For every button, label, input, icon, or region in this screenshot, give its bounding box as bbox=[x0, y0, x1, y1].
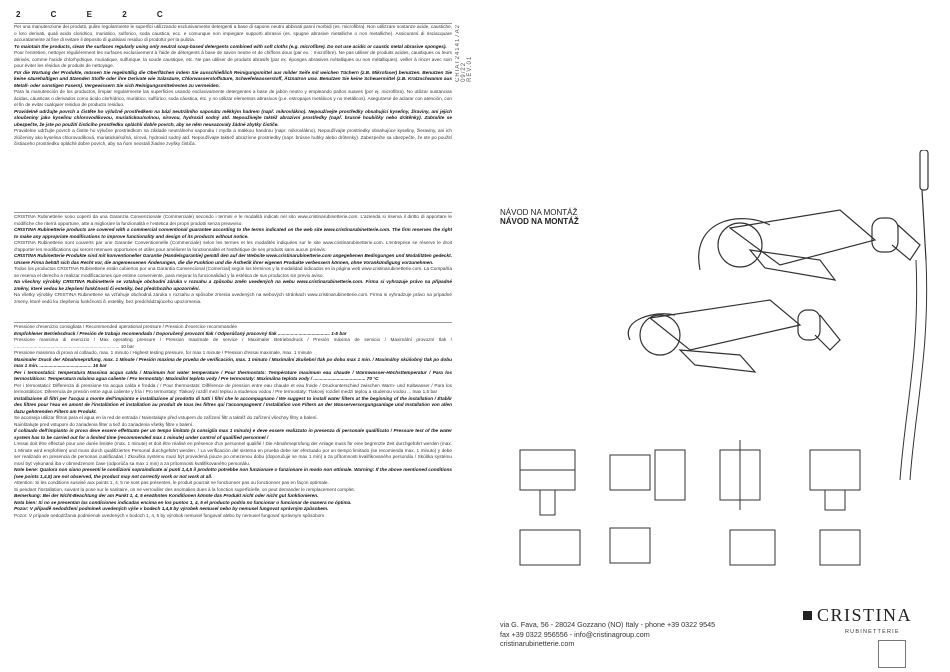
instructions-column bbox=[14, 10, 452, 602]
doc-revision: REV.01 bbox=[467, 55, 473, 82]
brand-subtitle: RUBINETTERIE bbox=[845, 629, 900, 635]
paragraph: Per i termostatici: Differenza di pressione tra acqua calda e fredda / / Pour thermostats: Différence de pression entre eau chaude et eau froide / Druckunterschied zwischen Warm- und Kaltwasser / Para los termostáticos: Diferencia de presión entre agua caliente y fría / Pro termostaty: Tlakový rozdíl mezi teplou a studenou vodou / Pre termostaty: Tlakový rozdiel medzi teplou a studenou vodou ... max 1,5 bar bbox=[14, 382, 452, 394]
divider bbox=[14, 212, 452, 213]
paragraph: Empfohlener Betriebsdruck / Presión de trabajo recomendada / Doporučený provozní tlak / Odporúčaný pracovný tlak ........................................ 1-5 bar bbox=[14, 330, 347, 336]
paragraph: L'essai doit être effectué pour une durée limitée (max. 1 minute) et doit être réalisé en présence d'un personnel qualifié / Die Abnahmeprüfung der Anlage muss für eine begrenzte Zeit durchgeführt werden (max. 1 Minute wird empfohlen) und muss durch qualifiziertes Personal durchgeführt werden. / La verificación del sistema en prueba debe ser efectuado por un tiempo limitado (se recomienda max. 1 minuto) y debe ser realizado en presencia de personas cualificadas / Zkouška systému musí být provedená pouze po omezenou dobu (doporučuje se max 1 min) a za přítomnosti kvalifikovaného personálu / Skúška systému musí byť vykonaná iba v obmedzenom čase (odporúča sa max 1 min) a za prítomnosti kvalifikovaného personálu. bbox=[14, 441, 452, 466]
technical-view-1 bbox=[520, 450, 575, 515]
paragraph: CRISTINA Rubinetterie Produkte sind mit konventioneller Garantie (Handelsgarantie) gemäß den auf der Website www.cristinarubinetterie.com angegebenen Bedingungen und Modalitäten gedeckt. Unsere Firma behält sich das Recht vor, die angemessenen Änderungen, die die Funktion und die Ästhetik ihrer eigenen Produkte verbessern können, ohne Vorankündigung vorzunehmen. bbox=[14, 253, 452, 265]
doc-code: CRIAT241417A2 bbox=[455, 24, 461, 82]
doc-date: 09/22 bbox=[461, 61, 467, 82]
technical-data-section bbox=[14, 324, 452, 602]
paragraph: Pozor: V případě nedodržení podmínek uvedených výše v bodech 1,4,5 by výrobek nemusel nebo by nemusel fungovat správným způsobem. bbox=[14, 506, 329, 511]
document-code bbox=[455, 14, 473, 82]
paragraph: Note bene: Qualora non siano presenti le condizioni sopraindicate ai punti 1,4,5 il prodotto potrebbe non funzionare o funzionare in modo non ottimale. Warning: If the above mentioned conditions (see points 1,4,5) are not observed, the product may not correctly work or not work at all. bbox=[14, 467, 452, 479]
paragraph: Todos los productos CRISTINA Rubinetterie están cubiertos por una Garantía Convencional (Comercial) según los términos y la modalidad indicados en la página web www.cristinarubinetterie.com. La Compañía se reserva el derecho a realizar modificaciones que estime conveniente, para mejorar la funcionalidad y la estética de sus productos sin previo aviso. bbox=[14, 266, 452, 278]
paragraph: To maintain the products, clean the surfaces regularly using only neutral soap-based detergents combined with soft cloths (e.g. microfibre). Do not use acidic or caustic metal abrasive sponges). bbox=[14, 43, 447, 49]
product-drawings bbox=[480, 150, 940, 600]
technical-view-4 bbox=[810, 450, 860, 510]
paragraph: CRISTINA Rubinetterie sont couverts par une Garantie Conventionnelle (Commerciale) selon les termes et les modalités indiquées sur le site www.cristinarubinetterie.com. L'entreprise se réserve le droit d'apporter les modifications qui seront retenues opportunes et utiles pour améliorer la fonctionnalité et l'esthétique de ses produits sans aucun préavis. bbox=[14, 240, 452, 252]
company-website: cristinarubinetterie.com bbox=[500, 639, 575, 649]
company-contacts bbox=[500, 620, 715, 649]
hand-shower-drawing bbox=[900, 150, 928, 480]
paragraph: Si pendant l'installation, suivant la pose sur le sanitaire, on ne verrouiller des anomalies dues à la fonction superficielle, on peut demander le remplacement complet. bbox=[14, 486, 355, 492]
paragraph: Pressione massima di prova al collaudo, max. 1 minuto / Highest testing pressure, for max 1 minute / Pression d'essai maximale, max. 1 minute bbox=[14, 350, 312, 355]
paragraph: Nota bien: Si no se presentan las condiciones indicadas encima en los puntos 1, 4, 5 el producto podría no funcionar o funcionar de manera no óptima. bbox=[14, 499, 352, 505]
paragraph: Pressione d'esercizio consigliata / Recommended operational pressure / Pression d'exercice recommandée bbox=[14, 324, 237, 329]
paragraph: Se aconseja utilizar filtros para el agua en la red de entrada / Nainstalujte před vstupem do zařízení filtr a taktéž do zařízení všechny filtry a balení. bbox=[14, 415, 318, 420]
brand-name: CRISTINA bbox=[817, 605, 913, 625]
paragraph: Pravidelně udržujte povrch a čistěte ho výlučně prostředkem na bázi neutrálního saponátu měkkým hadrem (např. mikrovlákno). Nepoužívejte prostředky obsahující kyseliny, žíraviny, ani jejich sloučeniny jako kyselinu chlorovodíkovou, muriatickou/solnou, sírovou, hydroxid sodný atd. Nepoužívejte taktéž abrazivní prostředky (např. brusné houbičky nebo drátěnky). Zabraňte se ubezpečte, že jste po použití čisticího prostředku opláchli dobře povrch, aby se něm neusazovaly žádné zbytky čističe. bbox=[14, 108, 452, 127]
paragraph: Para la manutención de los productos, limpiar regularmente las superficies usando exclusivamente detergentes a base de jabón neutro y empleando paños suaves (por ej. microfibra). No utilizar sustancias ácidas, cáusticas o derivados como ácido clorhídrico, muriático, sulfúrico, soda cáustica, etc. y no utilizar elementos abrasivos (p.e. estropajos metálicos y no metálicos). Asegurarse de aclarar con atención, con el fin de evitar cualquier residuo de producto residuo. bbox=[14, 89, 452, 107]
paragraph: Attention: Si les conditions susvisé aux points 1, 4, 5 ne sont pas présentes, le produit pourrait ne fonctionner pas ou fonctionner pas en façon optimale. bbox=[14, 480, 329, 485]
logo-square bbox=[803, 611, 812, 620]
certification-codes: 2 C E 2 C bbox=[16, 10, 177, 19]
paragraph: Nainštalujte pred vstupom do zariadenia filter a tiež do zariadenia všetky filtre v balení. bbox=[14, 421, 194, 427]
paragraph: Installazione di filtri per l'acqua a monte dell'impianto e installazione al prodotto di tutti i filtri che lo accompagnano / We suggest to install water filters at the beginning of the installation / Établir des filtres pour l'eau en amont de l'installation et installation au produit de tous les filtres qui l'accompagnent / Installation von Filtern an der Wasserversorgungsanlage und Installation von allen dazu gehörenden Filtern am Produkt. bbox=[14, 395, 452, 414]
paragraph: CRISTINA Rubinetterie products are covered with a commercial conventional guarantee according to the terms indicated on the web site www.cristinarubinetterie.com. The firm reserves the right to make any appropriate modifications to improve functionality and design of its products without notice. bbox=[14, 227, 452, 239]
paragraph: Maximaler Druck der Abnahmeprüfung, max. 1 Minute / Presión maxima de prueba de verificación, max. 1 minuto / Maximální zkušební tlak po dobu max 1 min. / Maximálny skúšobný tlak po dobu max 1 min. ........................................ 16 bar bbox=[14, 356, 452, 368]
mixer-drawing-1 bbox=[699, 210, 920, 280]
title-line-1: NÁVOD NA MONTÁŽ bbox=[500, 208, 578, 217]
paragraph: CRISTINA Rubinetterie sono coperti da una Garanzia Convenzionale (Commerciale) secondo i termini e le modalità indicati nel sito www.cristinarubinetterie.com. L'azienda si riserva il diritto di apportare le modifiche che riterrà opportune, atte a migliorare la funzionalità e l'estetica dei propri prodotti senza preavviso. bbox=[14, 214, 452, 226]
company-address: via G. Fava, 56 - 28024 Gozzano (NO) Italy - phone +39 0322 9545 bbox=[500, 620, 716, 629]
technical-view-2 bbox=[610, 450, 685, 500]
paragraph: Für die Wartung der Produkte, müssen Sie regelmäßig die Oberflächen indem Sie ausschließlich Reinigungsmittel aus milder Seife mit weichen Tüchern (z.B. Mikrofaser) benutzen. Benutzen Sie keine säurehaltigen und ätzenden Stoffe oder ihre Derivate wie Salzsäure, Chlorwasserstoffsäure, Schwefelwasserstoff, Ätznatron usw. Benutzen Sie keine Scheuermittel (z.B. Kratzschwamm aus Metall- oder sonstigen Fasern). Vergewissern Sie sich Reinigungsmittelresten zu vermeiden. bbox=[14, 69, 452, 88]
paragraph: Bemerkung: Bei der Nicht-Beachtung der am Punkt 1, 4, 5 erwähnten Konditionen könnte das Produkt nicht oder nicht gut funktionieren. bbox=[14, 493, 319, 498]
divider bbox=[14, 322, 452, 323]
title-line-2: NÁVOD NA MONTÁŽ bbox=[500, 217, 579, 226]
paragraph: Per i termostatici: temperatura Massima acqua calda / Maximum hot water temperature / Pour thermostats: Température maximum eau chaude / Warmwasser-Höchsttemperatur / Para los termostáticos: Temperatura máxima agua caliente / Pro termostaty: Maximální teplota vody / Pre termostaty: Maximálna teplota vody / ........................................ 70 °C bbox=[14, 369, 452, 381]
paragraph: Il collaudo dell'impianto in prova deve essere effettuato per un tempo limitato (a consiglia max 1 minuto) e deve essere realizzato in presenza di personale qualificato / Pressure test of the water system has to be carried out for a limited time (recommended max 1 minute) under control of qualified personnel / bbox=[14, 428, 452, 440]
recycling-mark bbox=[878, 640, 906, 668]
paragraph: Na všetky výrobky CRISTINA Rubinetterie sa vzťahuje obchodná záruka v rozsahu a spôsobe zmenia uvedených na webových stránkach www.cristinarubinetterie.com. Firma si vyhradzuje právo na prípadné zmeny, ktoré vedú ku zlepšeniu funkčnosti či estetiky, bez predchádzajúceho upozornenia. bbox=[14, 292, 452, 304]
technical-view-5 bbox=[520, 528, 860, 565]
paragraph: Pozor: V prípade nedodržania podmienok uvedených v bodoch 1, 4, 5 by výrobok nemusel fungovať alebo by nemusel fungovať správnym spôsobom. bbox=[14, 512, 326, 518]
technical-view-3 bbox=[720, 440, 760, 510]
paragraph: Pressione massima di esercizio / Max operating pressure / Pression maximale de service / Maximaler Betriebsdruck / Presión máxima de servicio / Maximální provozní tlak / ................................................................................. 10 bar bbox=[14, 337, 452, 349]
paragraph: Na všechny výrobky CRISTINA Rubinetterie se vztahuje obchodní záruka v rozsahu a způsobu změn uvedených na webu www.cristinarubinetterie.com. Firma si vyhrazuje právo na případné změny, které vedou ke zlepšení funkčnosti či estetiky, bez předchozího upozornění. bbox=[14, 279, 452, 291]
mixer-drawing-2 bbox=[628, 300, 840, 372]
company-fax: fax +39 0322 956556 - info@cristinagroup.com bbox=[500, 629, 650, 639]
paragraph: Per una manutenzione dei prodotti, pulire regolarmente le superfici utilizzando esclusivamente detergenti a base di sapone neutro abbinati panni morbidi (es. microfibra). Non utilizzare sostanze acide, caustiche, o loro derivati, quali acido cloridrico, muriatico, sulforico, soda caustica, ecc. e comunque non impiegare supporti abrasivi (es. spugne abrasive metalliche o non metalliche). Assicurarsi di risciacquare accuratamente al fine di evitare il deposito di qualsiasi residuo di prodotto per la pulizia. bbox=[14, 24, 452, 42]
warranty-section bbox=[14, 214, 452, 322]
paragraph: Pour l'entretien, nettoyer régulièrement les surfaces exclusivement à l'aide de détergents à base de savon neutre et de chiffons doux (par ex. : microfibre). Ne pas utiliser de produits acides, caustiques ou leurs dérivés, comme l'acide chlorhydrique, muriatique, sulfurique, la soude caustique, etc. Ne pas utiliser de produits abrasifs (par ex. éponges abrasives métalliques ou non métalliques). veiller à rincer avec soin pour éviter les résidus de produits de nettoyage. bbox=[14, 50, 452, 68]
paragraph: Pravidelne udržujte povrch a čistite ho výlučne prostriedkom na základe neutrálneho saponátu / mydla a mäkkou handrou (napr. mikrovlákno). Nepoužívajte prostriedky obsahujúce kyseliny, žieraviny, ani ich zlúčeniny ako kyselina chlorovodíková, muriatická/soľná, sírová, hydroxid sodný atď. Nepoužívajte taktiež abrazívne prostriedky (napr. brúsne hubky alebo drôtenky). Zabezpečte sa ubezpečte, že ste po použití čistiaceho prostriedku opláchli dobre povrch, aby na ňom neostali žiadne zvyšky čističa. bbox=[14, 128, 452, 146]
maintenance-section bbox=[14, 24, 452, 212]
